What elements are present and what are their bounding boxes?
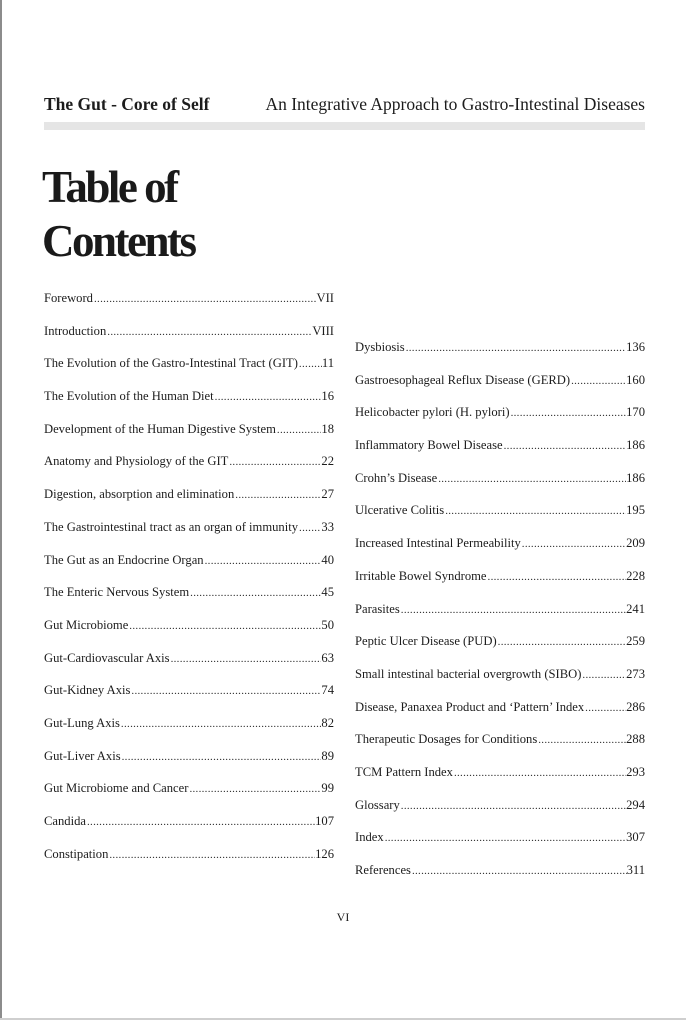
toc-entry-title: Helicobacter pylori (H. pylori) [355, 405, 510, 420]
toc-entry [355, 438, 645, 471]
toc-entry [44, 749, 334, 782]
toc-dot-leader [497, 636, 626, 648]
running-header [44, 94, 645, 118]
toc-entry-page: 27 [321, 487, 334, 502]
toc-entry-title: Index [355, 830, 384, 845]
toc-entry-title: The Evolution of the Gastro-Intestinal Tract (GIT) [44, 356, 298, 371]
toc-dot-leader [584, 702, 626, 714]
toc-entry-title: Disease, Panaxea Product and ‘Pattern’ Index [355, 699, 585, 714]
toc-entry-title: Gut Microbiome and Cancer [44, 781, 189, 796]
toc-entry [355, 373, 645, 406]
toc-entry-page: 11 [321, 356, 334, 371]
toc-dot-leader [188, 783, 321, 795]
toc-dot-leader [276, 424, 322, 436]
toc-entry-page: 45 [321, 585, 334, 600]
toc-entry-title: Small intestinal bacterial overgrowth (SIBO) [355, 666, 582, 681]
toc-entry-page: 89 [321, 748, 334, 763]
toc-entry [44, 389, 334, 422]
toc-dot-leader [581, 669, 626, 681]
toc-dot-leader [108, 849, 315, 861]
toc-entry-page: VIII [312, 323, 334, 338]
toc-dot-leader [510, 407, 627, 419]
toc-entry-page: 74 [321, 683, 334, 698]
toc-entry-page: 107 [315, 814, 334, 828]
toc-entry-page: 307 [626, 830, 645, 845]
header-divider [44, 122, 645, 130]
toc-entry [355, 830, 645, 863]
toc-dot-leader [521, 538, 626, 550]
toc-entry [355, 503, 645, 536]
toc-entry-page: 228 [626, 568, 645, 583]
book-subtitle: An Integrative Approach to Gastro-Intestinal Diseases [265, 94, 645, 114]
toc-entry-page: 241 [626, 601, 645, 616]
toc-dot-leader [120, 718, 321, 730]
toc-entry-page: 63 [321, 650, 334, 665]
toc-entry [355, 863, 645, 896]
toc-entry [44, 585, 334, 618]
toc-entry-title: Gastroesophageal Reflux Disease (GERD) [355, 372, 571, 387]
toc-entry [44, 422, 334, 455]
toc-entry [44, 487, 334, 520]
toc-dot-leader [204, 555, 322, 567]
toc-entry-page: 273 [626, 666, 645, 681]
toc-entry [44, 454, 334, 487]
toc-entry-title: Foreword [44, 291, 93, 305]
toc-entry [44, 324, 334, 357]
toc-dot-leader [298, 358, 322, 370]
toc-entry [355, 536, 645, 569]
toc-dot-leader [234, 489, 321, 501]
toc-entry [44, 847, 334, 880]
page-title: Table of Contents [42, 162, 195, 266]
toc-dot-leader [444, 505, 626, 517]
toc-dot-leader [503, 440, 627, 452]
toc-entry-page: 40 [321, 552, 334, 567]
page-number: VI [336, 910, 350, 924]
toc-entry-title: Anatomy and Physiology of the GIT [44, 454, 229, 469]
toc-entry-title: Development of the Human Digestive System [44, 421, 276, 436]
toc-dot-leader [214, 391, 322, 403]
toc-entry [355, 667, 645, 700]
toc-entry [44, 651, 334, 684]
toc-entry-title: The Gut as an Endocrine Organ [44, 552, 204, 567]
toc-dot-leader [437, 473, 626, 485]
toc-entry [355, 569, 645, 602]
toc-dot-leader [128, 620, 321, 632]
toc-dot-leader [86, 816, 315, 828]
toc-entry-page: 294 [626, 797, 645, 812]
toc-entry-title: Gut-Liver Axis [44, 748, 121, 763]
toc-entry [355, 634, 645, 667]
toc-dot-leader [384, 832, 626, 844]
toc-entry [355, 732, 645, 765]
toc-entry [44, 356, 334, 389]
toc-entry-title: Gut-Lung Axis [44, 715, 120, 730]
toc-entry-title: Constipation [44, 846, 109, 861]
toc-dot-leader [106, 326, 312, 338]
toc-entry [44, 618, 334, 651]
toc-dot-leader [405, 342, 626, 354]
toc-dot-leader [189, 587, 321, 599]
toc-entry-page: 18 [321, 421, 334, 436]
toc-dot-leader [400, 604, 626, 616]
toc-entry-title: Inflammatory Bowel Disease [355, 438, 503, 453]
toc-entry-page: 293 [626, 764, 645, 779]
toc-entry [44, 683, 334, 716]
toc-entry-page: 288 [626, 732, 645, 747]
toc-entry-title: Therapeutic Dosages for Conditions [355, 732, 538, 747]
toc-entry-title: Parasites [355, 601, 400, 616]
toc-entry-page: 286 [626, 699, 645, 714]
toc-entry-title: The Gastrointestinal tract as an organ of immunity [44, 519, 299, 534]
toc-entry-page: 136 [626, 340, 645, 354]
toc-dot-leader [93, 293, 317, 305]
toc-entry [355, 765, 645, 798]
toc-entry-title: Gut-Kidney Axis [44, 683, 131, 698]
toc-entry-page: 186 [626, 470, 645, 485]
toc-entry [355, 405, 645, 438]
toc-entry [44, 814, 334, 847]
toc-entry-title: TCM Pattern Index [355, 764, 453, 779]
toc-entry-title: Gut-Cardiovascular Axis [44, 650, 170, 665]
toc-entry-page: 160 [626, 372, 645, 387]
toc-entry-title: Gut Microbiome [44, 617, 129, 632]
toc-entry-title: Crohn’s Disease [355, 470, 438, 485]
toc-column-left [44, 291, 334, 879]
book-title: The Gut - Core of Self [44, 94, 210, 114]
toc-entry-title: Ulcerative Colitis [355, 503, 445, 518]
toc-dot-leader [121, 751, 322, 763]
toc-entry-title: Introduction [44, 323, 107, 338]
toc-entry-title: The Evolution of the Human Diet [44, 389, 214, 404]
toc-entry-page: 311 [626, 863, 645, 877]
toc-entry-title: Candida [44, 814, 86, 828]
toc-entry [355, 471, 645, 504]
toc-dot-leader [537, 734, 626, 746]
page-edge-line [0, 0, 2, 1020]
toc-dot-leader [298, 522, 321, 534]
toc-entry-title: Glossary [355, 797, 400, 812]
toc-dot-leader [228, 456, 321, 468]
toc-dot-leader [400, 800, 626, 812]
toc-entry-title: Peptic Ulcer Disease (PUD) [355, 634, 497, 649]
toc-entry-title: References [355, 863, 411, 877]
toc-entry-title: Dysbiosis [355, 340, 405, 354]
toc-entry-title: Increased Intestinal Permeability [355, 536, 521, 551]
toc-entry-title: The Enteric Nervous System [44, 585, 190, 600]
toc-entry-page: 186 [626, 438, 645, 453]
toc-entry-page: 195 [626, 503, 645, 518]
toc-entry-page: 82 [321, 715, 334, 730]
toc-dot-leader [570, 375, 626, 387]
toc-entry-page: 126 [315, 846, 334, 861]
toc-entry [44, 553, 334, 586]
toc-entry [355, 602, 645, 635]
toc-entry [44, 291, 334, 324]
toc-dot-leader [130, 685, 321, 697]
toc-column-right [355, 340, 645, 896]
toc-entry-page: 99 [321, 781, 334, 796]
toc-entry [44, 781, 334, 814]
toc-dot-leader [411, 865, 627, 877]
toc-dot-leader [487, 571, 627, 583]
toc-entry [355, 798, 645, 831]
toc-entry-page: 259 [626, 634, 645, 649]
toc-entry [355, 700, 645, 733]
toc-entry-page: 33 [321, 519, 334, 534]
toc-entry-page: VII [316, 291, 334, 305]
toc-entry-title: Digestion, absorption and elimination [44, 487, 235, 502]
toc-entry [355, 340, 645, 373]
toc-entry-page: 50 [321, 617, 334, 632]
toc-entry [44, 716, 334, 749]
toc-entry [44, 520, 334, 553]
toc-entry-page: 22 [321, 454, 334, 469]
toc-dot-leader [170, 653, 322, 665]
toc-entry-page: 170 [626, 405, 645, 420]
toc-entry-page: 16 [321, 389, 334, 404]
toc-dot-leader [453, 767, 626, 779]
toc-entry-page: 209 [626, 536, 645, 551]
toc-entry-title: Irritable Bowel Syndrome [355, 568, 487, 583]
